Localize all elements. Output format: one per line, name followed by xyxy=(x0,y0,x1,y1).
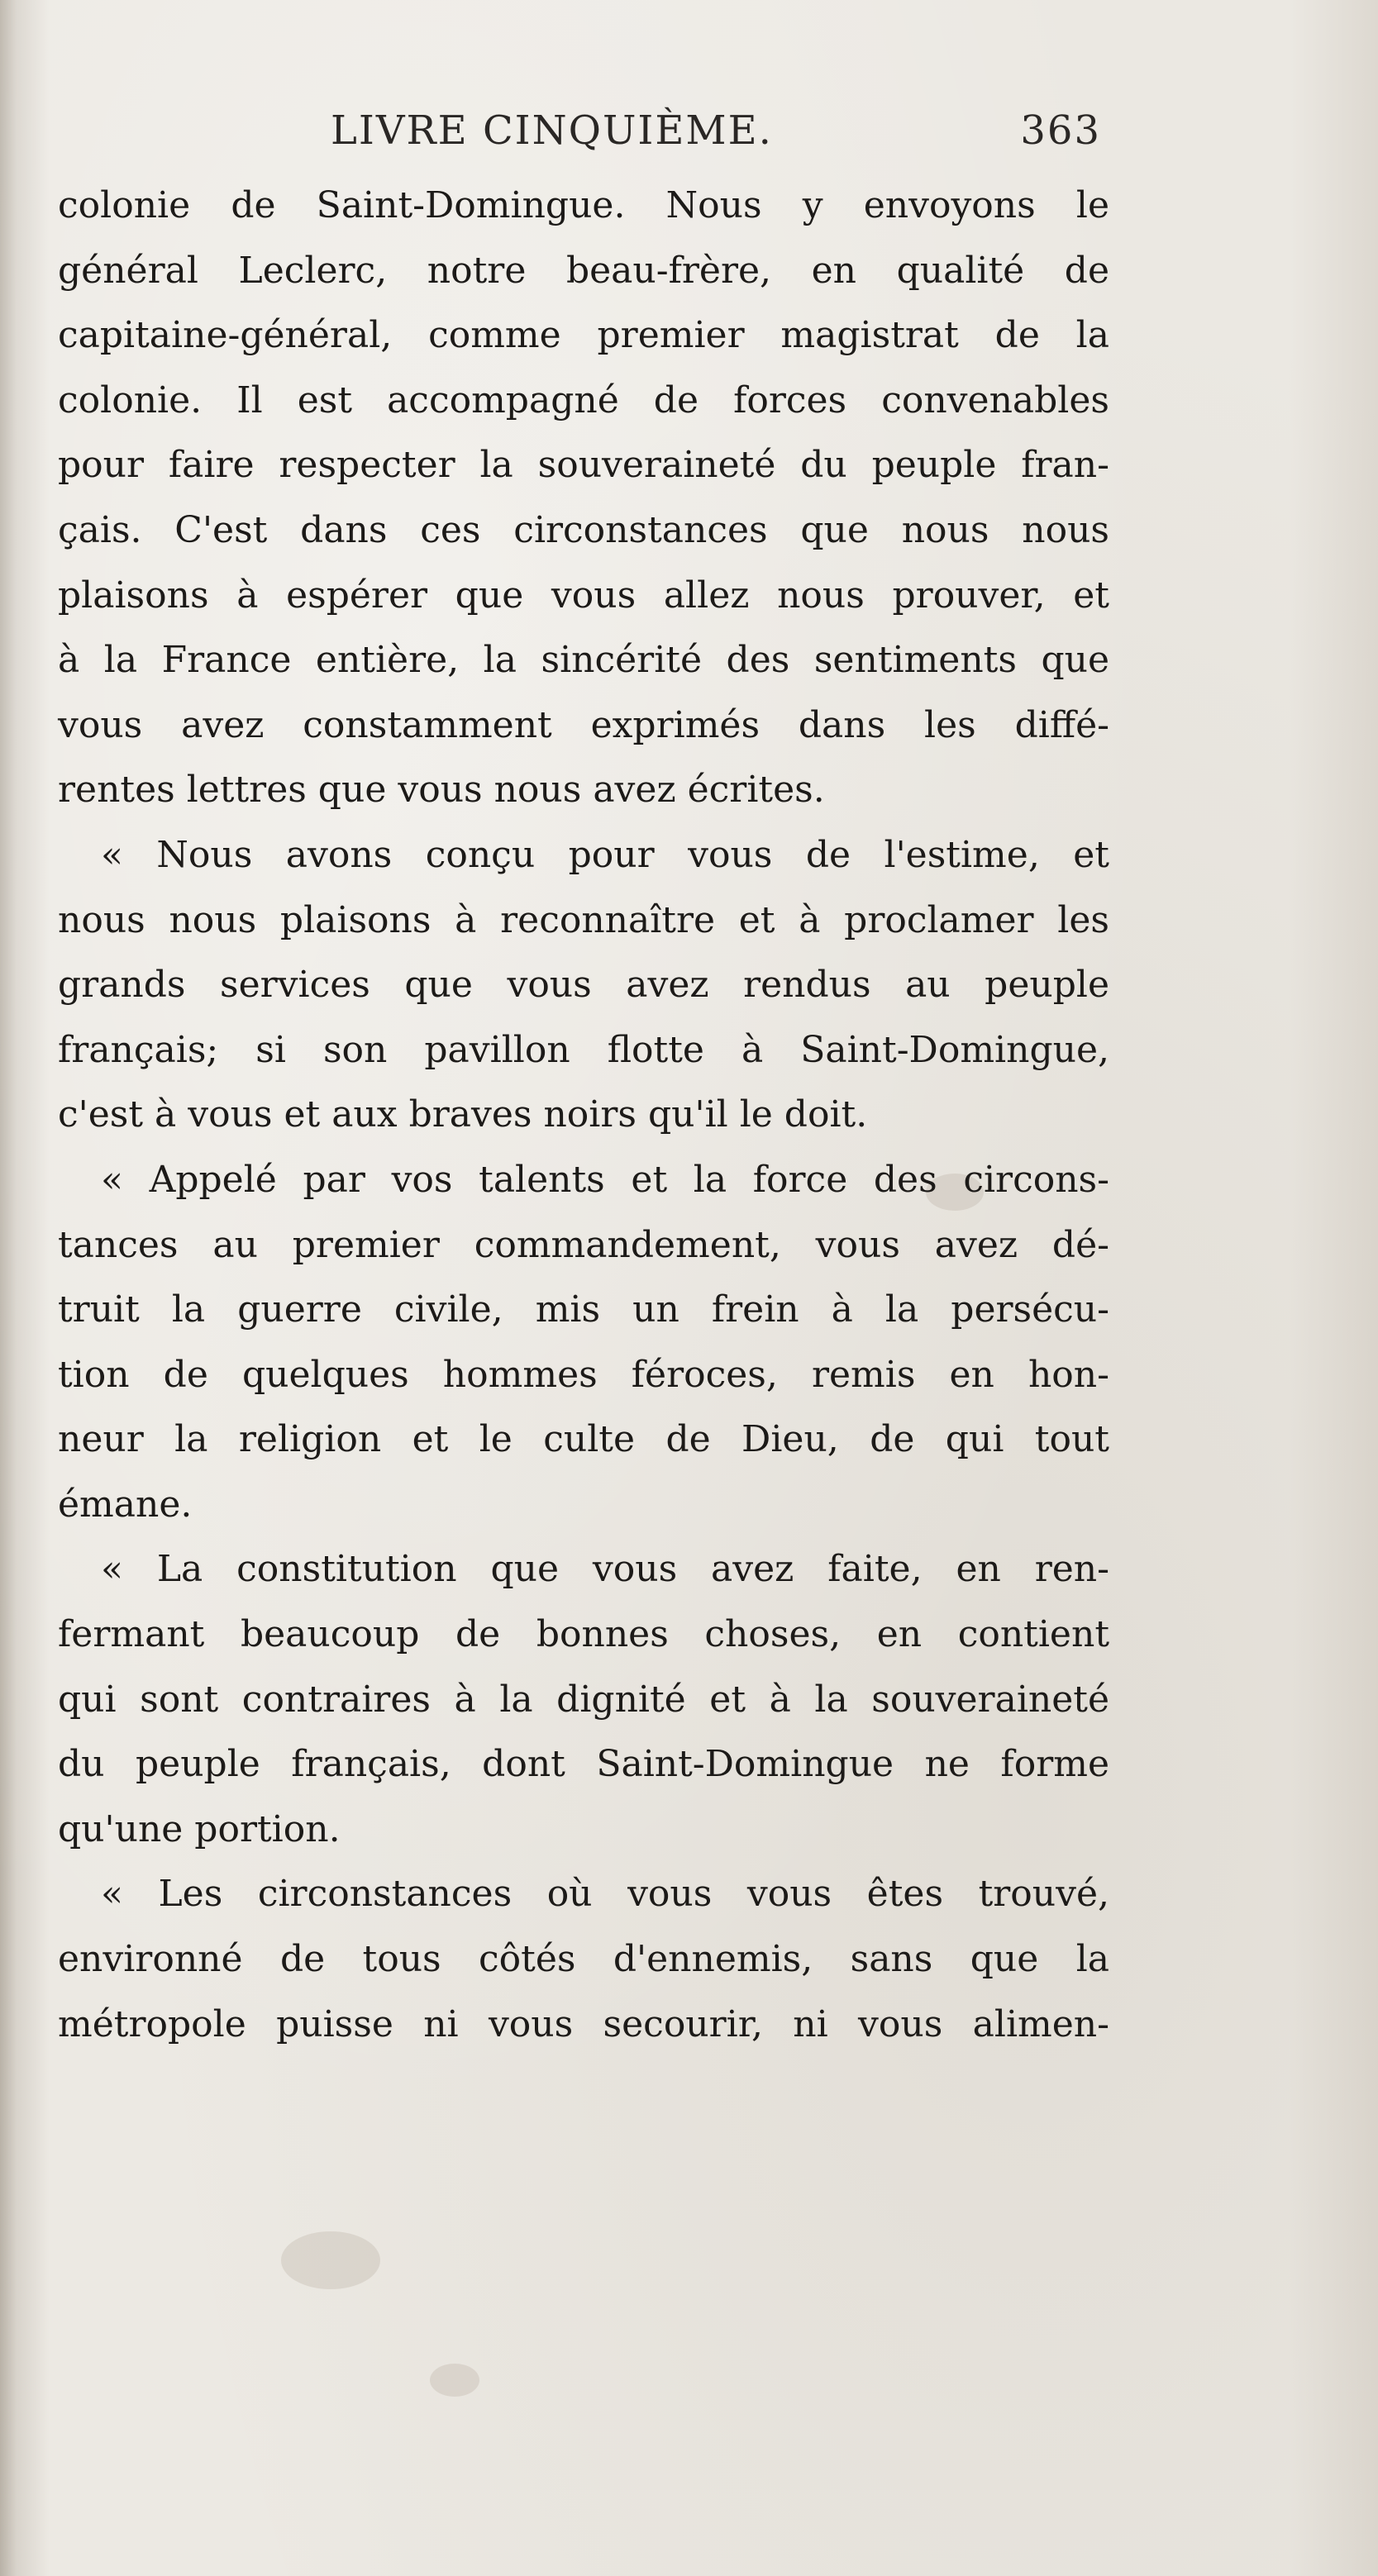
text-line: tion de quelques hommes féroces, remis en hon- xyxy=(58,1353,1109,1396)
text-line: tances au premier commandement, vous avez dé- xyxy=(58,1223,1109,1266)
text-line: capitaine-général, comme premier magistrat de la xyxy=(58,314,1109,357)
text-line: fermant beaucoup de bonnes choses, en contient xyxy=(58,1613,1109,1656)
text-line: qu'une portion. xyxy=(58,1807,341,1850)
text-line: rentes lettres que vous nous avez écrites. xyxy=(58,769,825,812)
text-line: général Leclerc, notre beau-frère, en qualité de xyxy=(58,249,1109,292)
text-line: environné de tous côtés d'ennemis, sans que la xyxy=(58,1938,1109,1981)
text-line: truit la guerre civile, mis un frein à la persécu- xyxy=(58,1288,1109,1331)
page-text xyxy=(58,107,1109,2057)
paper-stain xyxy=(430,2364,479,2397)
text-line: « La constitution que vous avez faite, en ren- xyxy=(101,1548,1109,1591)
text-line: nous nous plaisons à reconnaître et à proclamer les xyxy=(58,898,1109,941)
text-line: plaisons à espérer que vous allez nous prouver, et xyxy=(58,574,1109,617)
running-head-title: LIVRE CINQUIÈME. xyxy=(331,107,773,154)
text-line: vous avez constamment exprimés dans les diffé- xyxy=(58,703,1109,746)
paper-stain xyxy=(281,2231,380,2289)
text-line: colonie. Il est accompagné de forces convenables xyxy=(58,379,1109,421)
text-line: « Nous avons conçu pour vous de l'estime, et xyxy=(101,833,1109,876)
body-text xyxy=(58,174,1109,2057)
text-line: métropole puisse ni vous secourir, ni vous alimen- xyxy=(58,2002,1109,2045)
text-line: qui sont contraires à la dignité et à la souveraineté xyxy=(58,1678,1109,1721)
text-line: grands services que vous avez rendus au peuple xyxy=(58,964,1109,1007)
page-number: 363 xyxy=(1020,107,1101,154)
text-line: colonie de Saint-Domingue. Nous y envoyons le xyxy=(58,184,1109,226)
text-line: pour faire respecter la souveraineté du peuple fran- xyxy=(58,444,1109,487)
running-head xyxy=(58,107,1109,174)
text-line: émane. xyxy=(58,1483,193,1526)
text-line: à la France entière, la sincérité des sentiments que xyxy=(58,639,1109,682)
text-line: du peuple français, dont Saint-Domingue ne forme xyxy=(58,1743,1109,1786)
text-line: c'est à vous et aux braves noirs qu'il le doit. xyxy=(58,1093,868,1136)
text-line: çais. C'est dans ces circonstances que nous nous xyxy=(58,508,1109,551)
text-line: neur la religion et le culte de Dieu, de qui tout xyxy=(58,1418,1109,1461)
text-line: « Les circonstances où vous vous êtes trouvé, xyxy=(101,1873,1109,1916)
text-line: « Appelé par vos talents et la force des circons- xyxy=(101,1158,1109,1201)
text-line: français; si son pavillon flotte à Saint-Domingue, xyxy=(58,1028,1109,1071)
